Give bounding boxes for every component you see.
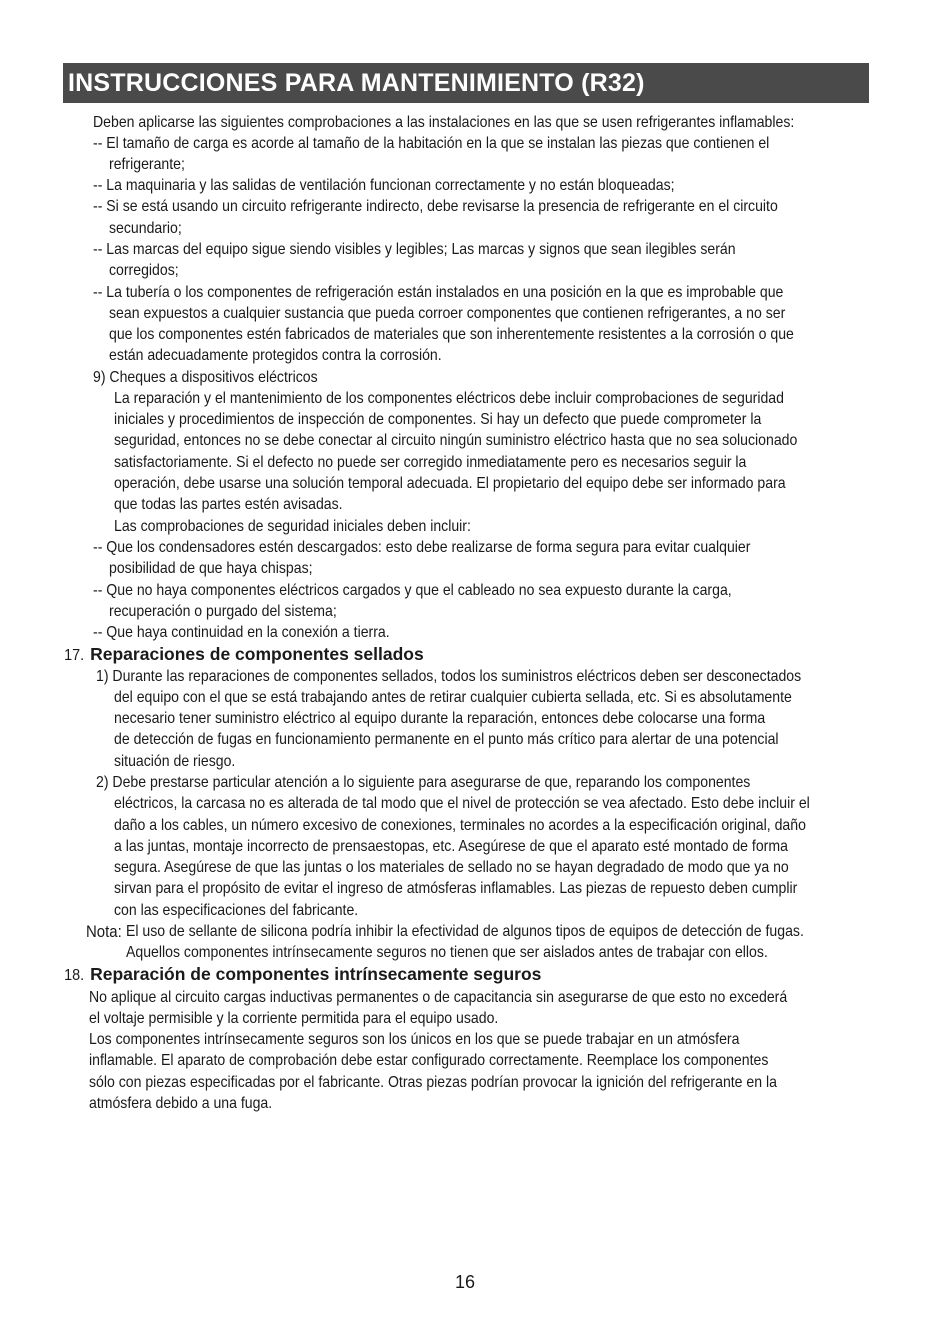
intro-line: sean expuestos a cualquier sustancia que pueda corroer componentes que contienen refrigerantes, a no ser [109, 305, 786, 322]
item9-line: iniciales y procedimientos de inspección de componentes. Si hay un defecto que puede comprometer la [114, 411, 762, 428]
section-18-number: 18. [64, 967, 85, 984]
item9-line: La reparación y el mantenimiento de los componentes eléctricos debe incluir comprobaciones de seguridad [114, 390, 784, 407]
section17-item1-line: 1) Durante las reparaciones de componentes sellados, todos los suministros eléctricos deben ser desconectados [96, 668, 802, 685]
intro-line: Deben aplicarse las siguientes comprobaciones a las instalaciones en las que se usen refrigerantes inflamables: [93, 114, 795, 131]
section17-item2-line: con las especificaciones del fabricante. [114, 902, 359, 919]
intro-line: -- El tamaño de carga es acorde al tamaño de la habitación en la que se instalan las piezas que contienen el [93, 135, 770, 152]
item9-check: -- Que no haya componentes eléctricos cargados y que el cableado no sea expuesto durante la carga, [93, 582, 732, 599]
section-17-title: Reparaciones de componentes sellados [90, 644, 424, 664]
item9-line: operación, debe usarse una solución temporal adecuada. El propietario del equipo debe ser informado para [114, 475, 786, 492]
item9-check: -- Que los condensadores estén descargados: esto debe realizarse de forma segura para evitar cualquier [93, 539, 751, 556]
section17-item2-line: daño a los cables, un número excesivo de conexiones, terminales no acordes a la especificación original, daño [114, 817, 806, 834]
section17-item2-line: a las juntas, montaje incorrecto de prensaestopas, etc. Asegúrese de que el aparato esté montado de forma [114, 838, 788, 855]
section17-item1-line: situación de riesgo. [114, 753, 236, 770]
section-17-number: 17. [64, 647, 85, 664]
section17-item2-line: sirvan para el propósito de evitar el ingreso de atmósferas inflamables. Las piezas de repuesto deben cumplir [114, 880, 798, 897]
page-title: INSTRUCCIONES PARA MANTENIMIENTO (R32) [63, 63, 869, 103]
intro-line: refrigerante; [109, 156, 185, 173]
item9-check: -- Que haya continuidad en la conexión a tierra. [93, 624, 390, 641]
section18-line: sólo con piezas especificadas por el fabricante. Otras piezas podrían provocar la ignición del refrigerante en la [89, 1074, 777, 1091]
section17-item1-line: de detección de fugas en funcionamiento permanente en el punto más crítico para alertar de una potencial [114, 731, 779, 748]
section18-line: Los componentes intrínsecamente seguros son los únicos en los que se puede trabajar en un atmósfera [89, 1031, 740, 1048]
section-18-title: Reparación de componentes intrínsecamente seguros [90, 964, 542, 984]
item9-line: satisfactoriamente. Si el defecto no puede ser corregido inmediatamente pero es necesarios seguir la [114, 454, 747, 471]
item9-check: posibilidad de que haya chispas; [109, 560, 313, 577]
note-label: Nota: [86, 922, 122, 941]
section17-item2-line: segura. Asegúrese de que las juntas o los materiales de sellado no se hayan degradado de modo que ya no [114, 859, 789, 876]
section18-line: atmósfera debido a una fuga. [89, 1095, 273, 1112]
section-17-heading [63, 643, 424, 667]
item9-heading: 9) Cheques a dispositivos eléctricos [93, 369, 318, 386]
intro-line: están adecuadamente protegidos contra la corrosión. [109, 347, 442, 364]
note-line: Aquellos componentes intrínsecamente seguros no tienen que ser aislados antes de trabajar con ellos. [126, 944, 768, 961]
note-line: El uso de sellante de silicona podría inhibir la efectividad de algunos tipos de equipos de detección de fugas. [126, 923, 804, 940]
item9-line: seguridad, entonces no se debe conectar al circuito ningún suministro eléctrico hasta que no sea solucionado [114, 432, 798, 449]
section17-item2-line: eléctricos, la carcasa no es alterada de tal modo que el nivel de protección se vea afectado. Esto debe incluir el [114, 795, 810, 812]
section17-item1-line: del equipo con el que se está trabajando antes de retirar cualquier cubierta sellada, etc. Si es absolutamente [114, 689, 792, 706]
item9-line: Las comprobaciones de seguridad iniciales deben incluir: [114, 518, 471, 535]
intro-line: -- La tubería o los componentes de refrigeración están instalados en una posición en la que es improbable que [93, 284, 784, 301]
intro-line: que los componentes estén fabricados de materiales que son inherentemente resistentes a la corrosión o que [109, 326, 794, 343]
section17-item2-line: 2) Debe prestarse particular atención a lo siguiente para asegurarse de que, reparando los componentes [96, 774, 751, 791]
item9-line: que todas las partes estén avisadas. [114, 496, 343, 513]
intro-line: secundario; [109, 220, 182, 237]
section18-line: el voltaje permisible y la corriente permitida para el equipo usado. [89, 1010, 499, 1027]
intro-line: -- La maquinaria y las salidas de ventilación funcionan correctamente y no están bloqueadas; [93, 177, 675, 194]
page-number: 16 [455, 1272, 476, 1292]
intro-line: -- Si se está usando un circuito refrigerante indirecto, debe revisarse la presencia de refrigerante en el circuito [93, 198, 778, 215]
section18-line: No aplique al circuito cargas inductivas permanentes o de capacitancia sin asegurarse de que esto no excederá [89, 989, 788, 1006]
item9-check: recuperación o purgado del sistema; [109, 603, 337, 620]
intro-line: corregidos; [109, 262, 179, 279]
section18-line: inflamable. El aparato de comprobación debe estar configurado correctamente. Reemplace los componentes [89, 1052, 769, 1069]
section17-item1-line: necesario tener suministro eléctrico al equipo durante la reparación, entonces debe colocarse una forma [114, 710, 766, 727]
section-18-heading [63, 963, 541, 987]
intro-line: -- Las marcas del equipo sigue siendo visibles y legibles; Las marcas y signos que sean ilegibles serán [93, 241, 736, 258]
